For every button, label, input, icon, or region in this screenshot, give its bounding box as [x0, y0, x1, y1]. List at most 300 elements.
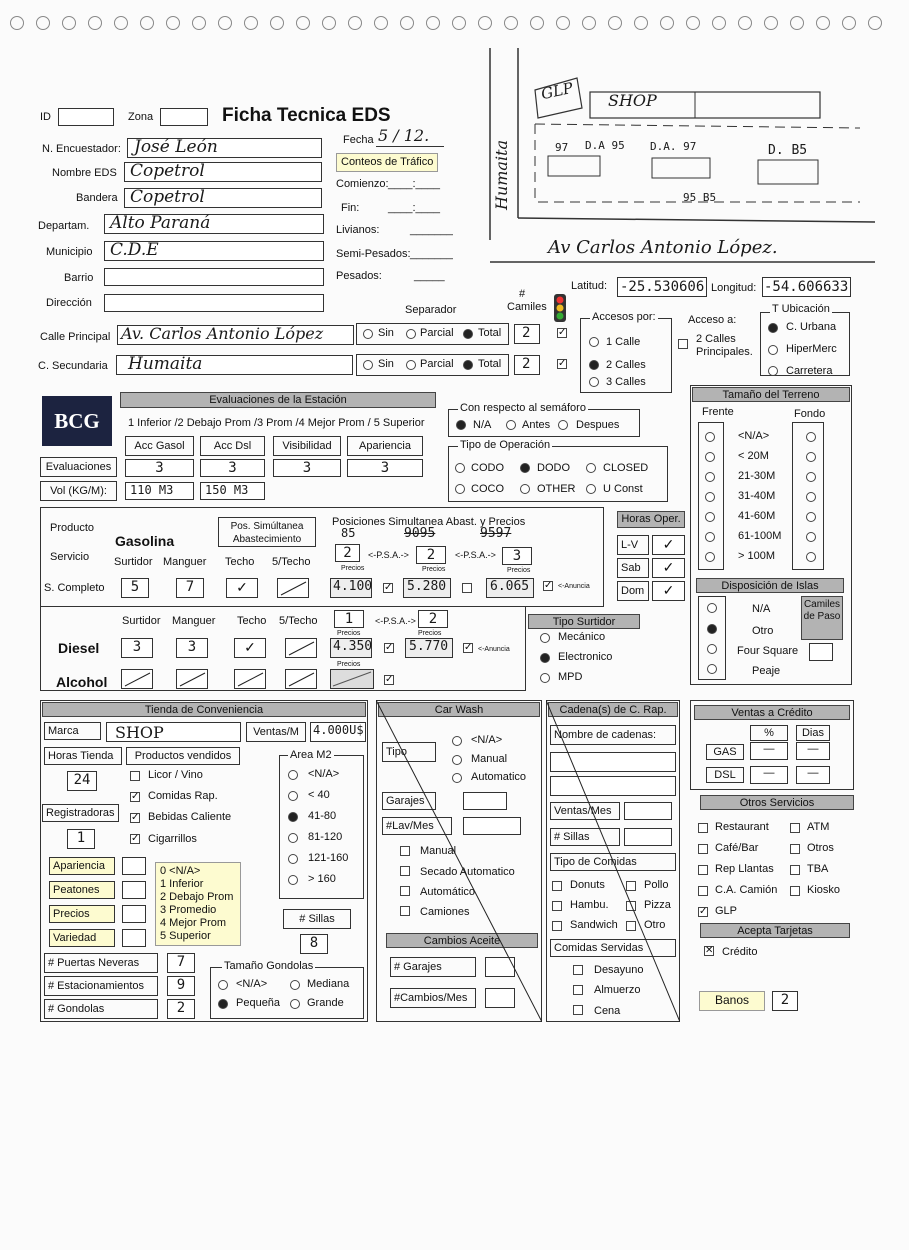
- terreno-frente-radio[interactable]: [705, 472, 715, 482]
- area-radio[interactable]: [288, 875, 298, 885]
- estac-label: # Estacionamientos: [44, 976, 158, 996]
- prod-cigarrillos-check[interactable]: ✓: [131, 833, 140, 844]
- dsl-anuncia-label: <-Anuncia: [478, 646, 510, 653]
- credito-dsl-dias[interactable]: —: [796, 766, 830, 784]
- dsl-price-1-check[interactable]: ✓: [385, 642, 394, 653]
- terreno-frente-radio[interactable]: [705, 532, 715, 542]
- operacion-title: Tipo de Operación: [460, 439, 551, 451]
- prod-cigarrillos-label: Cigarrillos: [148, 833, 197, 845]
- dsl-manguer-field[interactable]: 3: [176, 638, 208, 658]
- encuestador-label: N. Encuestador:: [42, 143, 121, 155]
- area-radio[interactable]: [288, 833, 298, 843]
- otros-label: Kiosko: [807, 884, 841, 896]
- alcohol-field[interactable]: [176, 669, 208, 689]
- sillas-label: # Sillas: [283, 909, 351, 929]
- calle-principal-value: Av. Carlos Antonio López: [121, 324, 324, 343]
- terreno-frente-radio[interactable]: [705, 452, 715, 462]
- barrio-field[interactable]: [104, 268, 324, 286]
- bcg-logo: BCG: [42, 396, 112, 446]
- col-acc-dsl: Acc Dsl: [200, 436, 265, 456]
- sep2-total-radio[interactable]: [463, 360, 473, 370]
- terreno-title: Tamaño del Terreno: [692, 387, 850, 402]
- spiral-ring: [244, 16, 258, 30]
- vol-dsl[interactable]: 150 M3: [200, 482, 265, 500]
- dsl-stecho-label: 5/Techo: [279, 615, 318, 627]
- aceite-garajes-label: # Garajes: [390, 957, 476, 977]
- otros-check[interactable]: [790, 886, 800, 896]
- spiral-ring: [634, 16, 648, 30]
- municipio-value: C.D.E: [110, 240, 159, 260]
- cw-manual-label: Manual: [471, 753, 508, 765]
- dsl-psa: <-P.S.A.->: [375, 616, 416, 626]
- ubicacion-title: T Ubicación: [772, 303, 830, 315]
- sillas-field[interactable]: 8: [300, 934, 328, 954]
- semaforo-title: Con respecto al semáforo: [460, 402, 586, 414]
- gas-pos-1[interactable]: 2: [335, 544, 360, 562]
- sketch-pump-bottom: 95 B5: [683, 191, 717, 204]
- prod-comidas-check[interactable]: ✓: [131, 791, 140, 802]
- spiral-ring: [582, 16, 596, 30]
- credito-label: Crédito: [722, 946, 758, 958]
- alcohol-field[interactable]: [285, 669, 317, 689]
- op-dodo-radio[interactable]: [520, 463, 530, 473]
- livianos-field[interactable]: _______: [410, 224, 453, 236]
- surt-electronico-radio[interactable]: [540, 653, 550, 663]
- tam-pequena-label: Pequeña: [236, 997, 281, 1009]
- credito-gas-dias[interactable]: —: [796, 742, 830, 760]
- otros-check[interactable]: [790, 823, 800, 833]
- departam-value: Alto Paraná: [110, 213, 211, 233]
- cadenas-strike: [546, 700, 680, 1022]
- comida-label: Otro: [644, 919, 666, 931]
- surt-mpd-label: MPD: [558, 671, 583, 683]
- otros-label: C.A. Camión: [715, 884, 778, 896]
- zona-label: Zona: [128, 111, 154, 123]
- prod-bebidas-label: Bebidas Caliente: [148, 811, 232, 823]
- otros-check[interactable]: [698, 823, 708, 833]
- gas-anuncia-check[interactable]: ✓: [544, 580, 553, 591]
- alcohol-field[interactable]: [234, 669, 266, 689]
- dsl-pos-2[interactable]: 2: [418, 610, 448, 628]
- camiles-paso-label: Camiles de Paso: [801, 596, 843, 640]
- fecha-underline: [376, 146, 444, 147]
- sep2-count: 2: [522, 356, 531, 372]
- evaluaciones-title: Evaluaciones de la Estación: [120, 392, 436, 408]
- gas-pos-2[interactable]: 2: [416, 546, 446, 564]
- credito-dias-label: Dias: [796, 725, 830, 741]
- acceso-3calles-radio[interactable]: [589, 377, 599, 387]
- terreno-frente-radio[interactable]: [705, 432, 715, 442]
- op-coco-label: COCO: [471, 483, 504, 495]
- dsl-price-1-field[interactable]: 4.350: [330, 638, 372, 658]
- sep1-sin-label: Sin: [378, 327, 394, 339]
- spiral-ring: [62, 16, 76, 30]
- livianos-label: Livianos:: [336, 224, 380, 236]
- semipesados-field[interactable]: _______: [410, 248, 453, 260]
- sep1-parcial-radio[interactable]: [406, 329, 416, 339]
- terreno-fondo-radio[interactable]: [806, 452, 816, 462]
- terreno-size-label: 31-40M: [738, 490, 776, 502]
- fin-field[interactable]: ____:____: [388, 202, 440, 214]
- direccion-field[interactable]: [104, 294, 324, 312]
- credito-pct-label: %: [750, 725, 788, 741]
- op-other-label: OTHER: [537, 483, 576, 495]
- prod-licor-check[interactable]: [130, 771, 140, 781]
- op-other-radio[interactable]: [520, 484, 530, 494]
- rating-precios-field[interactable]: [122, 905, 146, 923]
- calle-secundaria-value: Humaita: [128, 354, 203, 374]
- sketch-pump-1: 97: [555, 141, 569, 154]
- terreno-frente-radio[interactable]: [705, 492, 715, 502]
- otros-check[interactable]: ✓: [699, 906, 708, 917]
- evaluaciones-scale: 1 Inferior /2 Debajo Prom /3 Prom /4 Mejor Prom / 5 Superior: [128, 417, 425, 429]
- gas-price-1-check[interactable]: ✓: [384, 582, 393, 593]
- terreno-fondo-radio[interactable]: [806, 512, 816, 522]
- ubic-hiper-radio[interactable]: [768, 345, 778, 355]
- credito-dsl-pct[interactable]: —: [750, 766, 788, 784]
- horas-oper-title: Horas Oper.: [617, 511, 685, 528]
- spiral-ring: [374, 16, 388, 30]
- encuestador-value: José León: [134, 137, 218, 157]
- acceso-a-option: 2 Calles Principales.: [696, 333, 753, 358]
- nombre-label: Nombre EDS: [52, 167, 117, 179]
- cadenas-nombre-label: Nombre de cadenas:: [550, 725, 676, 745]
- scale-line: 2 Debajo Prom: [160, 891, 234, 903]
- sep2-total-label: Total: [478, 358, 502, 370]
- area-label: 81-120: [308, 831, 343, 843]
- sketch-pump-4: D. B5: [768, 143, 808, 158]
- terreno-size-label: < 20M: [738, 450, 769, 462]
- terreno-fondo-radio[interactable]: [806, 472, 816, 482]
- surt-mecanico-label: Mecánico: [558, 631, 606, 643]
- camiles-paso-field[interactable]: [809, 643, 833, 661]
- terreno-size-label: 21-30M: [738, 470, 776, 482]
- sep2-parcial-label: Parcial: [420, 358, 454, 370]
- gas-price-1-field[interactable]: 4.100: [330, 578, 372, 598]
- gas-stecho-field[interactable]: [277, 578, 309, 598]
- spiral-ring: [556, 16, 570, 30]
- horas-lv-label: L-V: [617, 535, 649, 555]
- gas-psa-1: <-P.S.A.->: [368, 550, 409, 560]
- acceso-1calle-label: 1 Calle: [606, 336, 641, 348]
- spiral-ring: [218, 16, 232, 30]
- horas-sab-field[interactable]: ✓: [652, 558, 685, 578]
- cw-srv-automatico: Automático: [420, 886, 476, 898]
- puertas-field[interactable]: 7: [167, 953, 195, 973]
- pesados-field[interactable]: _____: [414, 270, 445, 282]
- evaluaciones-row-label: Evaluaciones: [40, 457, 117, 477]
- disp-four-label: Four Square: [737, 645, 799, 657]
- sep2-parcial-radio[interactable]: [406, 360, 416, 370]
- otros-label: Restaurant: [715, 821, 769, 833]
- spiral-ring: [348, 16, 362, 30]
- semaforo-na-label: N/A: [473, 419, 492, 431]
- municipio-label: Municipio: [46, 246, 93, 258]
- spiral-ring: [530, 16, 544, 30]
- direccion-label: Dirección: [46, 297, 92, 309]
- surt-mpd-radio[interactable]: [540, 673, 550, 683]
- ventas-field[interactable]: 4.000U$: [310, 722, 366, 742]
- sep1-count: 2: [522, 325, 531, 341]
- rating-variedad-field[interactable]: [122, 929, 146, 947]
- semaforo-antes-radio[interactable]: [506, 420, 516, 430]
- semaforo-despues-radio[interactable]: [558, 420, 568, 430]
- comienzo-field[interactable]: ____:____: [388, 178, 440, 190]
- tam-grande-radio[interactable]: [290, 999, 300, 1009]
- cw-na-label: <N/A>: [471, 734, 503, 746]
- registradoras-field[interactable]: 1: [67, 829, 95, 849]
- otros-check[interactable]: [698, 886, 708, 896]
- terreno-fondo-radio[interactable]: [806, 432, 816, 442]
- terreno-frente-radio[interactable]: [705, 512, 715, 522]
- acceso-a-text: Acceso a:: [688, 314, 737, 326]
- eval-acc-dsl[interactable]: 3: [200, 459, 265, 477]
- scale-line: 0 <N/A>: [160, 865, 201, 877]
- alc-price-field[interactable]: [330, 669, 374, 689]
- disp-na-radio[interactable]: [707, 603, 717, 613]
- gas-precios-1: Precios: [341, 565, 365, 572]
- terreno-fondo-radio[interactable]: [806, 552, 816, 562]
- estac-field[interactable]: 9: [167, 976, 195, 996]
- id-field[interactable]: [58, 108, 114, 126]
- ubic-carretera-radio[interactable]: [768, 366, 778, 376]
- spiral-ring: [868, 16, 882, 30]
- disp-peaje-radio[interactable]: [707, 664, 717, 674]
- semaforo-na-radio[interactable]: [456, 420, 466, 430]
- gas-psa-2: <-P.S.A.->: [455, 550, 496, 560]
- marca-field[interactable]: SHOP: [106, 722, 241, 742]
- acceso-2calles-radio[interactable]: [589, 360, 599, 370]
- pesados-label: Pesados:: [336, 270, 382, 282]
- op-closed-radio[interactable]: [586, 463, 596, 473]
- prod-licor-label: Licor / Vino: [148, 769, 203, 781]
- gondolas-label: # Gondolas: [44, 999, 158, 1019]
- prod-comidas-label: Comidas Rap.: [148, 790, 218, 802]
- eval-acc-gasol[interactable]: 3: [125, 459, 194, 477]
- spiral-ring: [452, 16, 466, 30]
- disp-otro-radio[interactable]: [707, 624, 717, 634]
- credito-gas-label: GAS: [706, 744, 744, 760]
- area-radio[interactable]: [288, 812, 298, 822]
- terreno-fondo-radio[interactable]: [806, 492, 816, 502]
- otros-label: Rep Llantas: [715, 863, 774, 875]
- sep1-sin-radio[interactable]: [363, 329, 373, 339]
- spiral-ring: [296, 16, 310, 30]
- otros-check[interactable]: [698, 865, 708, 875]
- alcohol-label: Alcohol: [56, 674, 108, 690]
- tam-pequena-radio[interactable]: [218, 999, 228, 1009]
- horas-dom-field[interactable]: ✓: [652, 581, 685, 601]
- cw-srv-manual: Manual: [420, 845, 457, 857]
- sep1-total-radio[interactable]: [463, 329, 473, 339]
- area-radio[interactable]: [288, 770, 298, 780]
- gondolas-field[interactable]: 2: [167, 999, 195, 1019]
- cw-lav-label: #Lav/Mes: [382, 817, 452, 835]
- sep2-check[interactable]: ✓: [558, 358, 567, 369]
- nombre-value: Copetrol: [130, 161, 205, 181]
- disposicion-title: Disposición de Islas: [696, 578, 844, 593]
- puertas-label: # Puertas Neveras: [44, 953, 158, 973]
- comida-label: Donuts: [570, 879, 605, 891]
- rating-peatones-field[interactable]: [122, 881, 146, 899]
- area-title: Area M2: [290, 749, 332, 761]
- horas-lv-field[interactable]: ✓: [652, 535, 685, 555]
- credito-check[interactable]: ✕: [705, 945, 714, 956]
- op-coco-radio[interactable]: [455, 484, 465, 494]
- area-radio[interactable]: [288, 854, 298, 864]
- area-radio[interactable]: [288, 791, 298, 801]
- acceso-1calle-radio[interactable]: [589, 337, 599, 347]
- zona-field[interactable]: [160, 108, 208, 126]
- spiral-ring: [738, 16, 752, 30]
- sketch-shop: SHOP: [608, 91, 657, 110]
- terreno-size-label: <N/A>: [738, 430, 770, 442]
- area-label: > 160: [308, 873, 336, 885]
- tam-grande-label: Grande: [307, 997, 344, 1009]
- servida-cena: Cena: [594, 1005, 621, 1017]
- pos-precios-label: Posiciones Simultanea Abast. y Precios: [332, 516, 526, 528]
- tam-mediana-label: Mediana: [307, 978, 350, 990]
- gas-surtidor-field[interactable]: 5: [121, 578, 149, 598]
- calle-principal-label: Calle Principal: [40, 331, 111, 343]
- banos-field[interactable]: 2: [772, 991, 798, 1011]
- sep2-sin-radio[interactable]: [363, 360, 373, 370]
- acceso-3calles-label: 3 Calles: [606, 376, 646, 388]
- spiral-ring: [114, 16, 128, 30]
- spiral-ring: [504, 16, 518, 30]
- otros-check[interactable]: [790, 865, 800, 875]
- terreno-fondo-radio[interactable]: [806, 532, 816, 542]
- ubic-urbana-label: C. Urbana: [786, 321, 837, 333]
- vol-gasol[interactable]: 110 M3: [125, 482, 194, 500]
- dsl-surtidor-label: Surtidor: [122, 615, 161, 627]
- spiral-ring: [842, 16, 856, 30]
- banos-label: Banos: [699, 991, 765, 1011]
- surt-mecanico-radio[interactable]: [540, 633, 550, 643]
- alc-precios: Precios: [337, 661, 361, 668]
- area-label: < 40: [308, 789, 330, 801]
- cw-srv-secado: Secado Automatico: [420, 866, 515, 878]
- acceso-a-check[interactable]: [678, 339, 688, 349]
- registradoras-label: Registradoras: [42, 804, 119, 822]
- gas-stecho-label: 5/Techo: [272, 556, 311, 568]
- alcohol-field[interactable]: [121, 669, 153, 689]
- terreno-frente-radio[interactable]: [705, 552, 715, 562]
- completo-label: S. Completo: [44, 582, 105, 594]
- dsl-surtidor-field[interactable]: 3: [121, 638, 153, 658]
- rating-apariencia-label: Apariencia: [49, 857, 115, 875]
- gas-price-3-field[interactable]: 6.065: [486, 578, 534, 598]
- gas-price-2-field[interactable]: 5.280: [403, 578, 451, 598]
- dsl-pos-1[interactable]: 1: [334, 610, 364, 628]
- sep2-sin-label: Sin: [378, 358, 394, 370]
- producto-label: Producto: [50, 522, 95, 534]
- cadenas-tipo-label: Tipo de Comidas: [550, 853, 676, 871]
- gas-manguer-field[interactable]: 7: [176, 578, 204, 598]
- aceite-title: Cambios Aceite: [386, 933, 538, 948]
- scale-line: 5 Superior: [160, 930, 211, 942]
- rating-precios-label: Precios: [49, 905, 115, 923]
- otros-label: Otros: [807, 842, 834, 854]
- scale-line: 4 Mejor Prom: [160, 917, 227, 929]
- horas-sab-label: Sab: [617, 558, 649, 578]
- spiral-ring: [322, 16, 336, 30]
- otros-label: GLP: [715, 905, 738, 917]
- ubic-urbana-radio[interactable]: [768, 323, 778, 333]
- spiral-ring: [764, 16, 778, 30]
- dsl-anuncia-check[interactable]: ✓: [464, 642, 473, 653]
- op-uconst-radio[interactable]: [586, 484, 596, 494]
- col-visibilidad: Visibilidad: [273, 436, 341, 456]
- gas-surtidor-label: Surtidor: [114, 556, 153, 568]
- tarjetas-title: Acepta Tarjetas: [700, 923, 850, 938]
- marca-label: Marca: [44, 722, 101, 740]
- prod-bebidas-check[interactable]: ✓: [131, 812, 140, 823]
- credito-gas-pct[interactable]: —: [750, 742, 788, 760]
- disp-four-radio[interactable]: [707, 644, 717, 654]
- alc-check[interactable]: ✓: [385, 674, 394, 685]
- carwash-strike: [376, 700, 542, 1022]
- gasolina-label: Gasolina: [115, 533, 175, 549]
- eval-apariencia[interactable]: 3: [347, 459, 423, 477]
- dsl-techo-field[interactable]: ✓: [234, 638, 266, 658]
- fecha-value: 5 / 12.: [378, 126, 430, 145]
- gas-anuncia-label: <-Anuncia: [558, 583, 590, 590]
- spiral-ring: [686, 16, 700, 30]
- spiral-ring: [712, 16, 726, 30]
- gas-price-2-check[interactable]: [462, 583, 472, 593]
- otros-label: TBA: [807, 863, 829, 875]
- spiral-ring: [10, 16, 24, 30]
- disp-peaje-label: Peaje: [752, 665, 781, 677]
- otros-check[interactable]: [790, 844, 800, 854]
- area-label: 121-160: [308, 852, 349, 864]
- cw-garajes-label: Garajes: [382, 792, 436, 810]
- col-acc-gasol: Acc Gasol: [125, 436, 194, 456]
- gas-techo-field[interactable]: ✓: [226, 578, 258, 598]
- rating-apariencia-field[interactable]: [122, 857, 146, 875]
- terreno-size-label: 61-100M: [738, 530, 782, 542]
- sep1-check[interactable]: ✓: [558, 327, 567, 338]
- tam-na-radio[interactable]: [218, 980, 228, 990]
- terreno-size-label: > 100M: [738, 550, 775, 562]
- gas-pos-3[interactable]: 3: [502, 547, 532, 565]
- otros-check[interactable]: [698, 844, 708, 854]
- op-uconst-label: U Const: [603, 483, 643, 495]
- gas-manguer-label: Manguer: [163, 556, 207, 568]
- spiral-ring: [166, 16, 180, 30]
- dsl-price-2-field[interactable]: 5.770: [405, 638, 453, 658]
- tienda-title: Tienda de Conveniencia: [42, 702, 366, 717]
- comienzo-label: Comienzo:: [336, 178, 389, 190]
- spiral-ring: [660, 16, 674, 30]
- eval-visibilidad[interactable]: 3: [273, 459, 341, 477]
- tam-gondolas-title: Tamaño Gondolas: [224, 960, 314, 972]
- cw-tipo-label: Tipo: [382, 742, 436, 762]
- horas-dom-label: Dom: [617, 581, 649, 601]
- horas-tienda-field[interactable]: 24: [67, 771, 97, 791]
- latitud-label: Latitud:: [571, 280, 608, 292]
- servicio-label: Servicio: [50, 551, 90, 563]
- fin-label: Fin:: [341, 202, 360, 214]
- tam-mediana-radio[interactable]: [290, 980, 300, 990]
- spiral-ring: [816, 16, 830, 30]
- op-codo-radio[interactable]: [455, 463, 465, 473]
- semaforo-antes-label: Antes: [522, 419, 551, 431]
- dsl-stecho-field[interactable]: [285, 638, 317, 658]
- tam-na-label: <N/A>: [236, 978, 268, 990]
- cadenas-ventas-label: Ventas/Mes: [550, 802, 620, 820]
